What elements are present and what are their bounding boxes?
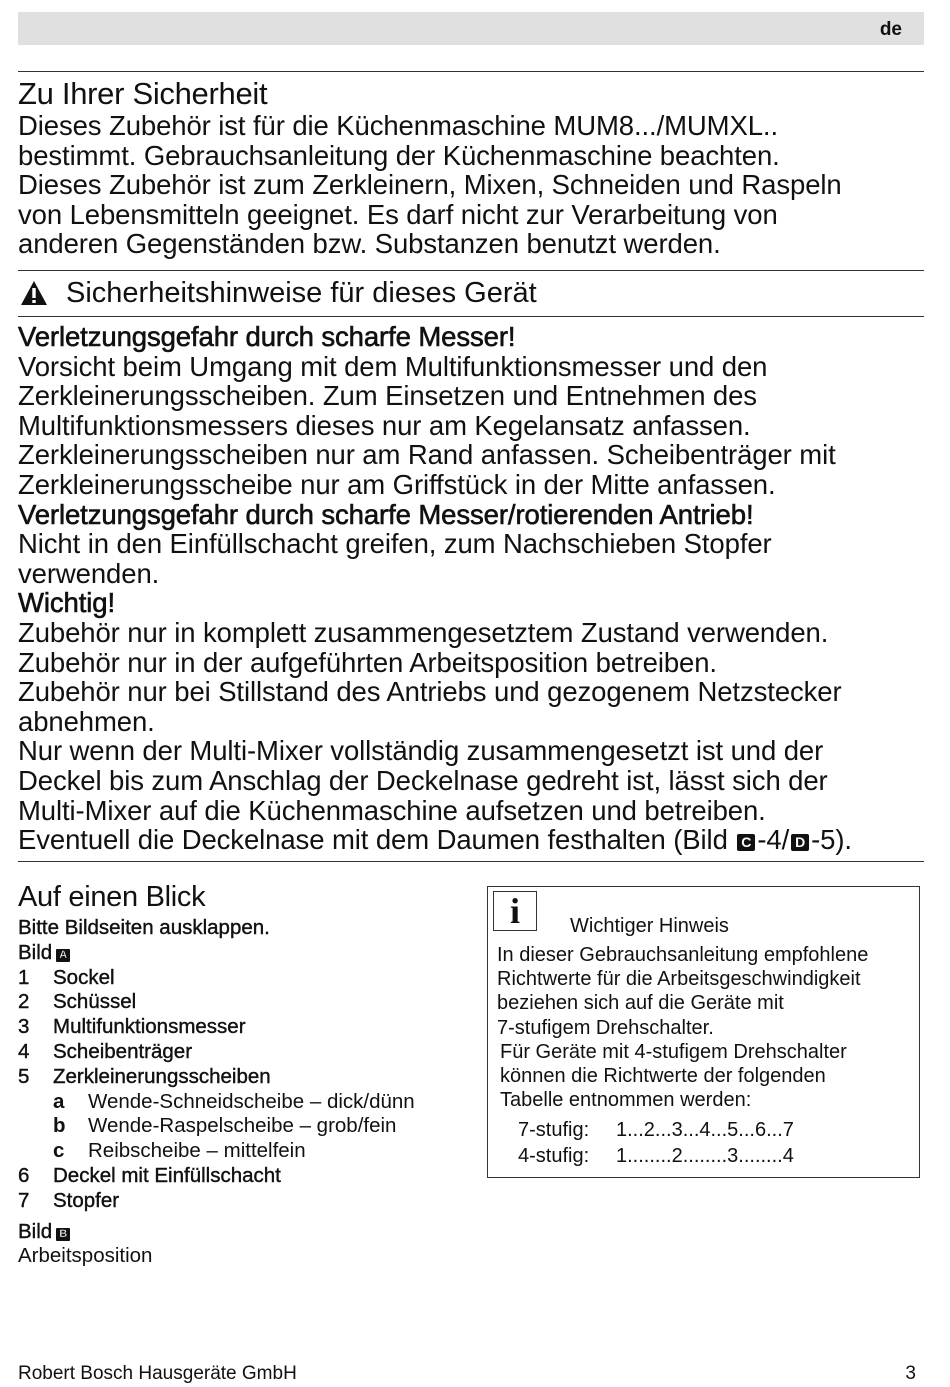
speed-value: 1........2........3........4 (616, 1145, 794, 1167)
sub-item (18, 1139, 458, 1164)
speed-table (518, 1117, 794, 1169)
sub-item-label: Reibscheibe – mittelfein (88, 1139, 306, 1163)
text-line: Multifunktionsmessers dieses nur am Kegelansatz anfassen. (18, 409, 751, 441)
text-line: Richtwerte für die Arbeitsgeschwindigkeit (497, 968, 861, 991)
item-label: Deckel mit Einfüllschacht (53, 1163, 281, 1187)
figure-label: Bild (18, 940, 53, 964)
text-line: Tabelle entnommen werden: (500, 1089, 752, 1111)
hints-section (18, 322, 924, 855)
text-line: Nur wenn der Multi-Mixer vollständig zusammengesetzt ist und der (18, 735, 824, 767)
text-line: Dieses Zubehör ist zum Zerkleinern, Mixen, Schneiden und Raspeln (18, 169, 842, 201)
info-icon: i (493, 891, 537, 931)
figure-d-badge: D (791, 834, 809, 851)
figure-label: Bild (18, 1219, 53, 1243)
text-line: Zerkleinerungsscheibe nur am Griffstück in der Mitte anfassen. (18, 468, 776, 500)
item-label: Zerkleinerungsscheiben (53, 1064, 271, 1088)
text-segment: -5). (811, 824, 852, 856)
text-line: anderen Gegenständen bzw. Substanzen benutzt werden. (18, 228, 721, 260)
item-label: Schüssel (53, 990, 137, 1014)
speed-value: 1...2...3...4...5...6...7 (616, 1119, 794, 1141)
list-item (18, 1015, 458, 1040)
info-text (500, 1040, 915, 1112)
item-number: 4 (18, 1039, 30, 1063)
text-segment: -4/ (757, 824, 790, 856)
item-number: 1 (18, 965, 30, 989)
figure-a-caption (18, 941, 458, 966)
warning-icon (20, 280, 48, 306)
important-heading: Wichtig! (18, 587, 115, 619)
sub-item-letter: a (53, 1089, 65, 1113)
safety-section (18, 77, 924, 259)
text-line: Zerkleinerungsscheiben. Zum Einsetzen und Entnehmen des (18, 380, 757, 412)
list-item (18, 1065, 458, 1090)
text-line: 7-stufigem Drehschalter. (497, 1016, 714, 1039)
text-line: beziehen sich auf die Geräte mit (497, 992, 784, 1015)
sub-item (18, 1090, 458, 1115)
safety-text (18, 111, 924, 259)
item-number: 5 (18, 1064, 30, 1088)
text-line: Zerkleinerungsscheiben nur am Rand anfassen. Scheibenträger mit (18, 439, 836, 471)
speed-label: 7-stufig: (518, 1119, 590, 1141)
item-number: 7 (18, 1188, 30, 1212)
list-item (18, 1164, 458, 1189)
item-number: 3 (18, 1015, 30, 1039)
hints-title: Sicherheitshinweise für dieses Gerät (66, 277, 537, 309)
text-line: verwenden. (18, 557, 160, 589)
list-item (18, 966, 458, 991)
item-number: 2 (18, 990, 30, 1014)
sub-item-label: Wende-Raspelscheibe – grob/fein (88, 1114, 397, 1138)
speed-row-4 (518, 1143, 794, 1169)
item-label: Scheibenträger (53, 1039, 193, 1063)
overview-section (18, 880, 458, 1269)
text-line: Zubehör nur in komplett zusammengesetztem Zustand verwenden. (18, 616, 829, 648)
page-number: 3 (905, 1363, 916, 1384)
divider (18, 316, 924, 317)
text-line: Nicht in den Einfüllschacht greifen, zum Nachschieben Stopfer (18, 528, 772, 560)
list-item (18, 1189, 458, 1214)
sub-item-letter: b (53, 1114, 66, 1138)
header-bar (18, 12, 924, 45)
sub-item (18, 1114, 458, 1139)
text-line: Deckel bis zum Anschlag der Deckelnase gedreht ist, lässt sich der (18, 764, 828, 796)
figure-b-text: Arbeitsposition (18, 1244, 153, 1268)
figure-b-badge: B (56, 1228, 70, 1241)
divider (18, 270, 924, 271)
list-item (18, 990, 458, 1015)
text-line: Zubehör nur bei Stillstand des Antriebs und gezogenem Netzstecker (18, 676, 842, 708)
text-line: Für Geräte mit 4-stufigem Drehschalter (500, 1041, 847, 1063)
text-line: Zubehör nur in der aufgeführten Arbeitsposition betreiben. (18, 646, 717, 678)
item-label: Multifunktionsmesser (53, 1015, 246, 1039)
figure-b-caption (18, 1220, 458, 1245)
warning-heading: Verletzungsgefahr durch scharfe Messer/rotierenden Antrieb! (18, 498, 754, 530)
divider (18, 861, 924, 862)
info-text (497, 943, 917, 1040)
sub-item-letter: c (53, 1139, 65, 1163)
item-label: Stopfer (53, 1188, 120, 1212)
info-title: Wichtiger Hinweis (570, 915, 729, 937)
figure-c-badge: C (737, 834, 755, 851)
text-line: In dieser Gebrauchsanleitung empfohlene (497, 944, 869, 966)
text-line: Vorsicht beim Umgang mit dem Multifunktionsmesser und den (18, 350, 768, 382)
text-segment: Eventuell die Deckelnase mit dem Daumen festhalten (Bild (18, 824, 736, 856)
sub-item-label: Wende-Schneidscheibe – dick/dünn (88, 1089, 415, 1113)
item-number: 6 (18, 1163, 30, 1187)
text-line: bestimmt. Gebrauchsanleitung der Küchenmaschine beachten. (18, 139, 780, 171)
text-line: Dieses Zubehör ist für die Küchenmaschine MUM8.../MUMXL.. (18, 110, 779, 141)
list-item (18, 1040, 458, 1065)
text-line (18, 825, 924, 855)
text-line: abnehmen. (18, 705, 155, 737)
language-code: de (879, 19, 902, 40)
footer-company: Robert Bosch Hausgeräte GmbH (18, 1363, 297, 1384)
text-line: können die Richtwerte der folgenden (500, 1065, 826, 1087)
safety-title: Zu Ihrer Sicherheit (18, 76, 268, 111)
hints-heading (18, 276, 924, 310)
item-label: Sockel (53, 965, 115, 989)
figure-a-badge: A (56, 949, 70, 962)
text-line: von Lebensmitteln geeignet. Es darf nicht zur Verarbeitung von (18, 198, 778, 230)
overview-title: Auf einen Blick (18, 881, 206, 913)
warning-heading: Verletzungsgefahr durch scharfe Messer! (18, 321, 516, 352)
info-box (487, 886, 920, 1178)
speed-label: 4-stufig: (518, 1145, 590, 1167)
speed-row-7 (518, 1117, 794, 1143)
divider (18, 71, 924, 72)
overview-intro: Bitte Bildseiten ausklappen. (18, 916, 270, 939)
text-line: Multi-Mixer auf die Küchenmaschine aufsetzen und betreiben. (18, 794, 766, 826)
